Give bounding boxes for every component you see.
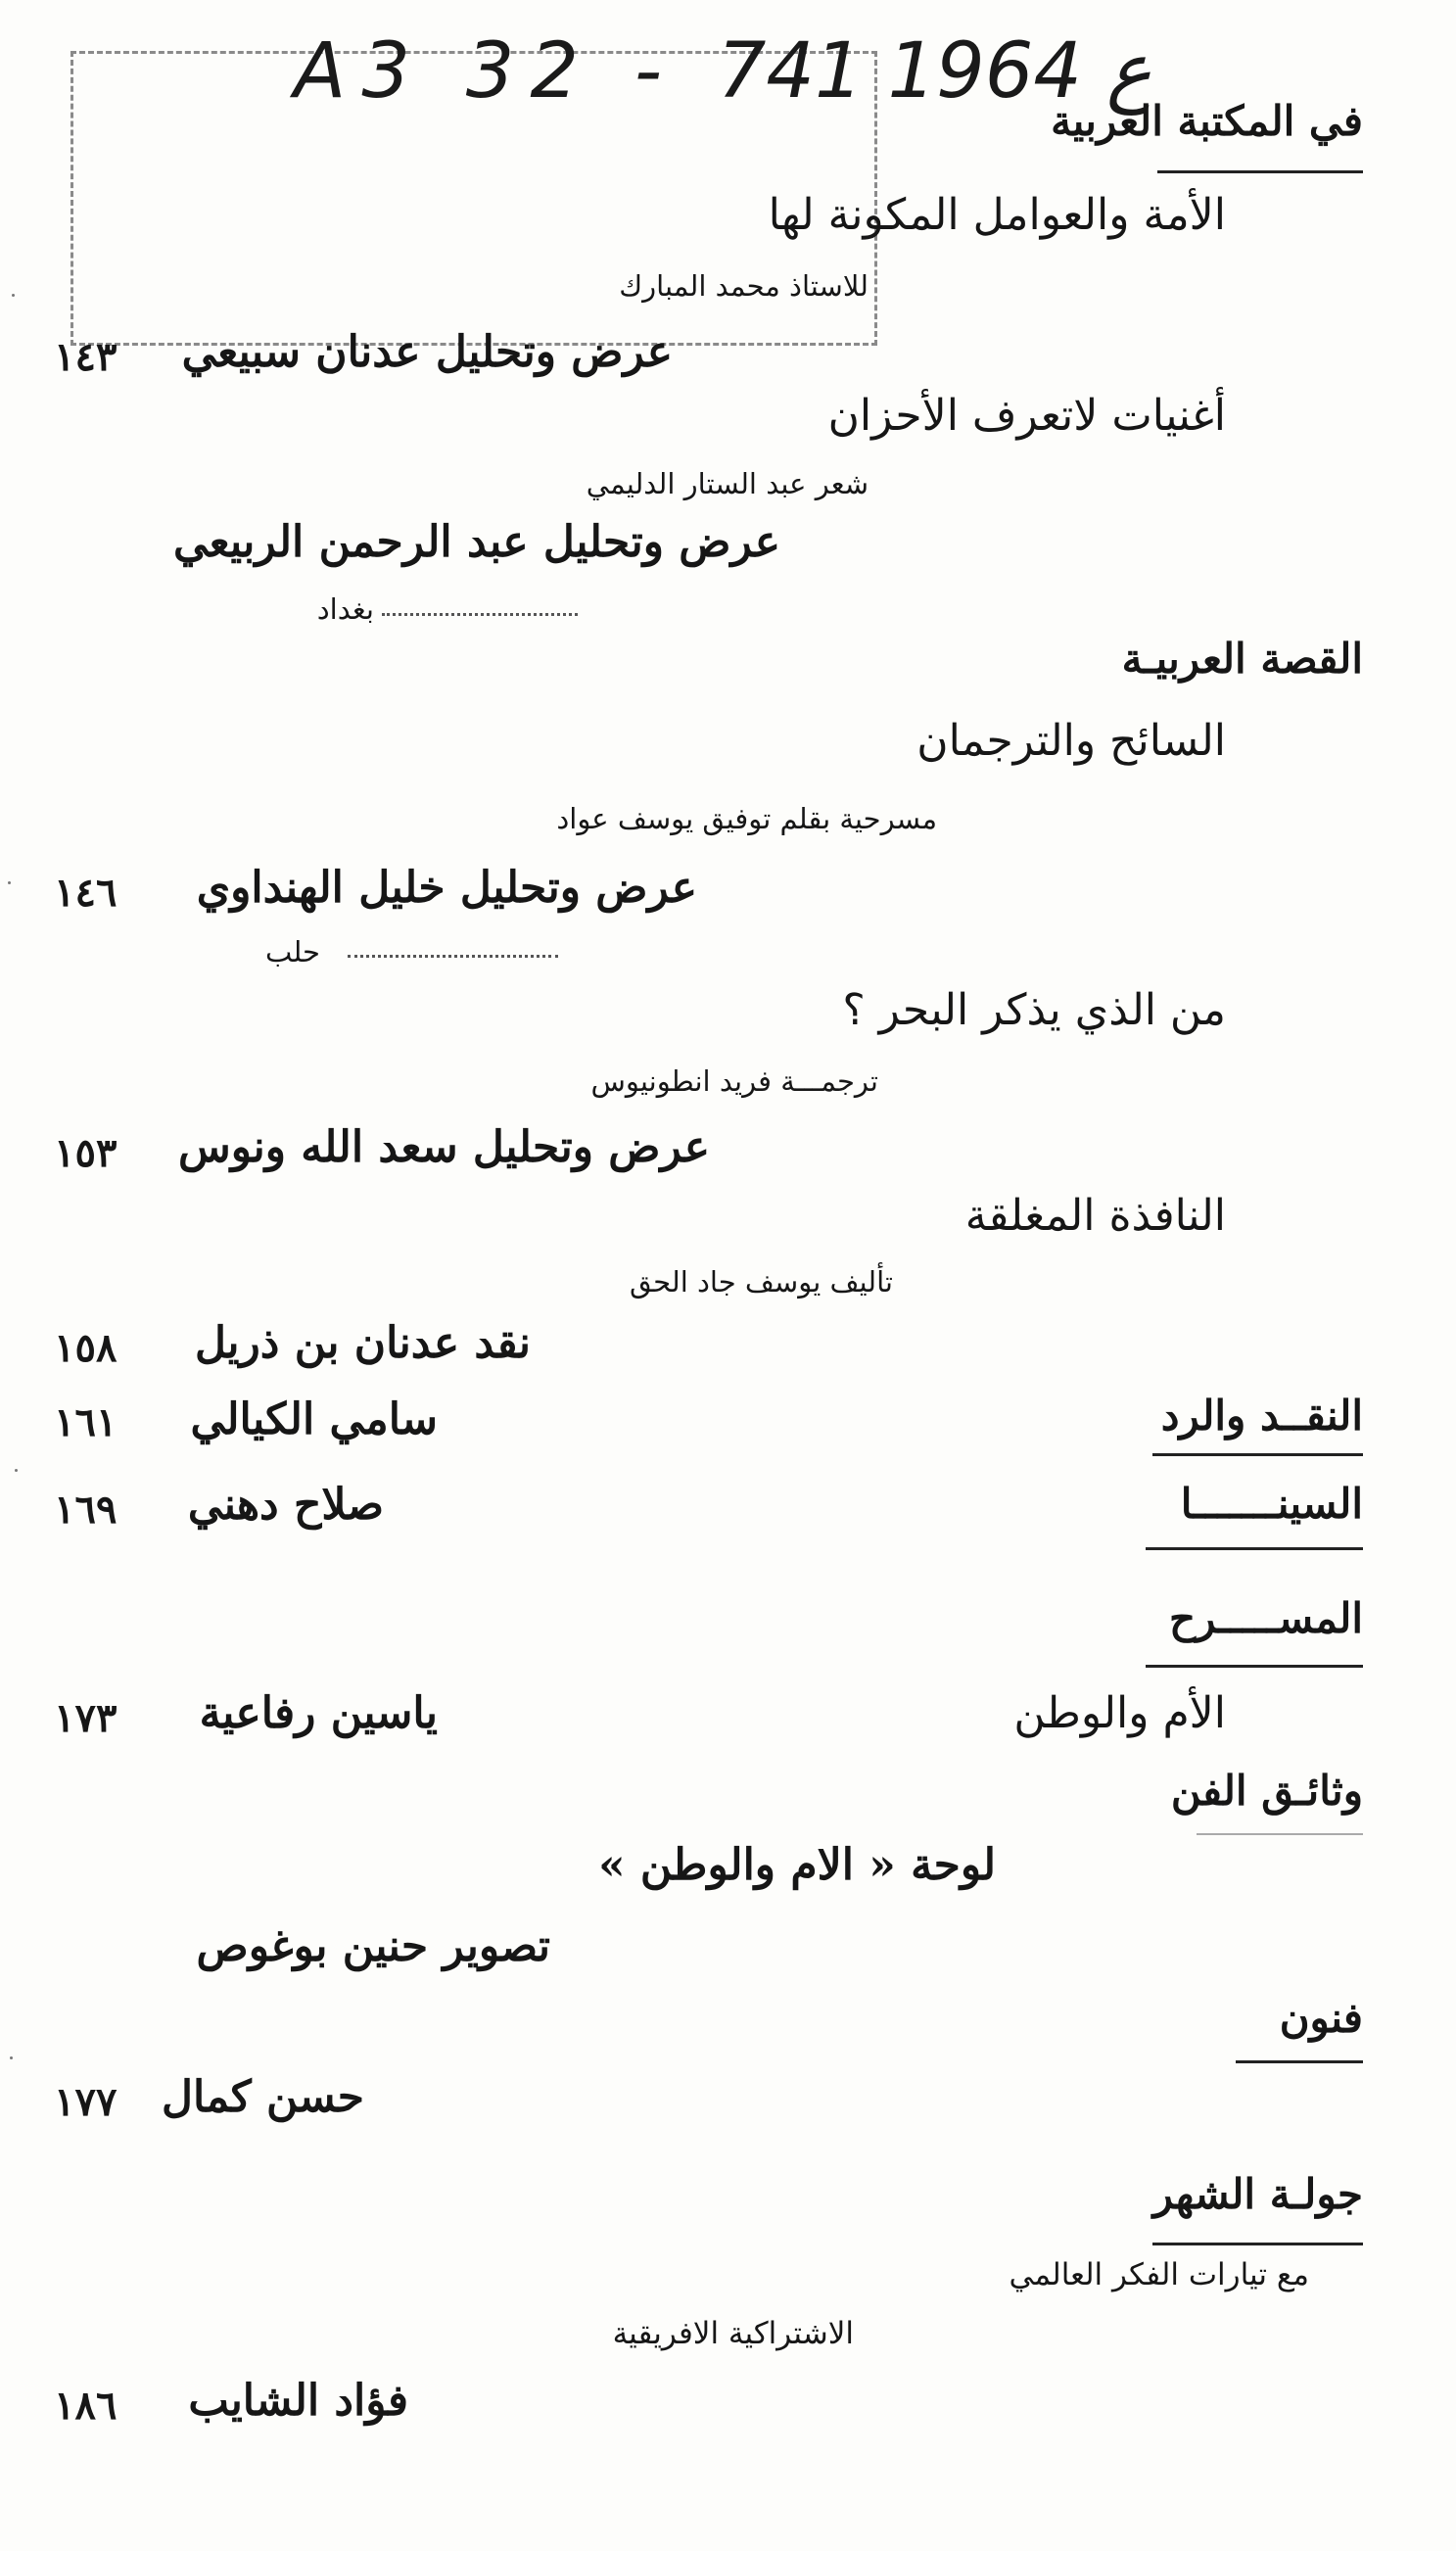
section-underline [1236,2060,1363,2063]
entry-author: للاستاذ محمد المبارك [619,269,869,303]
section-heading-maktaba: في المكتبة العربية [1051,97,1363,145]
entry-title: من الذي يذكر البحر ؟ [842,985,1226,1035]
entry-reviewer: عرض وتحليل عدنان سبيعي [181,327,673,377]
entry-reviewer: عرض وتحليل عبد الرحمن الربيعي [172,517,780,567]
dotted-leader [382,613,578,616]
entry-title: النافذة المغلقة [964,1191,1226,1241]
page-number: ١٧٧ [54,2079,117,2125]
section-underline [1157,170,1363,173]
entry-author: شعر عبد الستار الدليمي [586,467,869,500]
section-underline [1197,1833,1363,1835]
section-heading-jawla: جولـة الشهر [1152,2170,1363,2218]
section-heading-qissa: القصة العربيـة [1121,635,1363,683]
page-number: ١٧٣ [54,1695,117,1741]
entry-author: تأليف يوسف جاد الحق [629,1265,893,1299]
entry-name: سامي الكيالي [190,1394,438,1444]
page-number: ١٤٣ [54,334,117,380]
section-heading-naqd: النقــد والرد [1160,1392,1363,1440]
section-underline [1146,1665,1363,1668]
entry-city: حلب [264,935,320,968]
dotted-leader [348,955,558,958]
entry-topic: الاشتراكية الافريقية [612,2316,854,2351]
page-number: ١٥٣ [54,1130,117,1176]
entry-reviewer: عرض وتحليل خليل الهنداوي [196,863,697,913]
entry-title: أغنيات لاتعرف الأحزان [827,391,1226,441]
page-number: ١٤٦ [54,870,117,916]
entry-name: صلاح دهني [187,1480,384,1530]
entry-author: مسرحية بقلم توفيق يوسف عواد [556,802,937,835]
page-number: ١٦٩ [54,1487,117,1533]
entry-credit: تصوير حنين بوغوص [196,1921,550,1971]
scan-speck [8,881,11,884]
section-heading-sinema: السينـــــــا [1180,1480,1363,1528]
handwritten-catalog-note: A3 32 - ع 1964 741 [294,27,1152,116]
page-number: ١٥٨ [54,1325,117,1371]
entry-name: فؤاد الشايب [188,2376,408,2426]
entry-title: الأمة والعوامل المكونة لها [768,190,1226,240]
scan-speck [10,2056,13,2059]
entry-name: ياسين رفاعية [199,1688,438,1738]
section-underline [1152,1453,1363,1456]
entry-author: ترجمـــة فريد انطونيوس [590,1064,878,1098]
page-number: ١٦١ [54,1399,117,1445]
entry-reviewer: عرض وتحليل سعد الله ونوس [178,1122,710,1172]
entry-title: السائح والترجمان [916,716,1226,766]
section-heading-wathaiq: وثائـق الفن [1170,1767,1363,1815]
section-underline [1146,1547,1363,1550]
section-underline [1152,2243,1363,2245]
entry-subtitle: مع تيارات الفكر العالمي [1009,2257,1309,2292]
entry-title: الأم والوطن [1013,1688,1226,1738]
page-number: ١٨٦ [54,2383,117,2429]
entry-city: بغداد [316,592,374,626]
entry-reviewer: نقد عدنان بن ذريل [194,1318,531,1368]
entry-title: لوحة « الام والوطن » [598,1840,996,1890]
entry-name: حسن كمال [161,2072,364,2122]
section-heading-masrah: المســـــرح [1168,1594,1363,1642]
section-heading-funun: فنون [1279,1994,1363,2042]
scan-speck [12,294,15,297]
scan-speck [15,1469,18,1472]
